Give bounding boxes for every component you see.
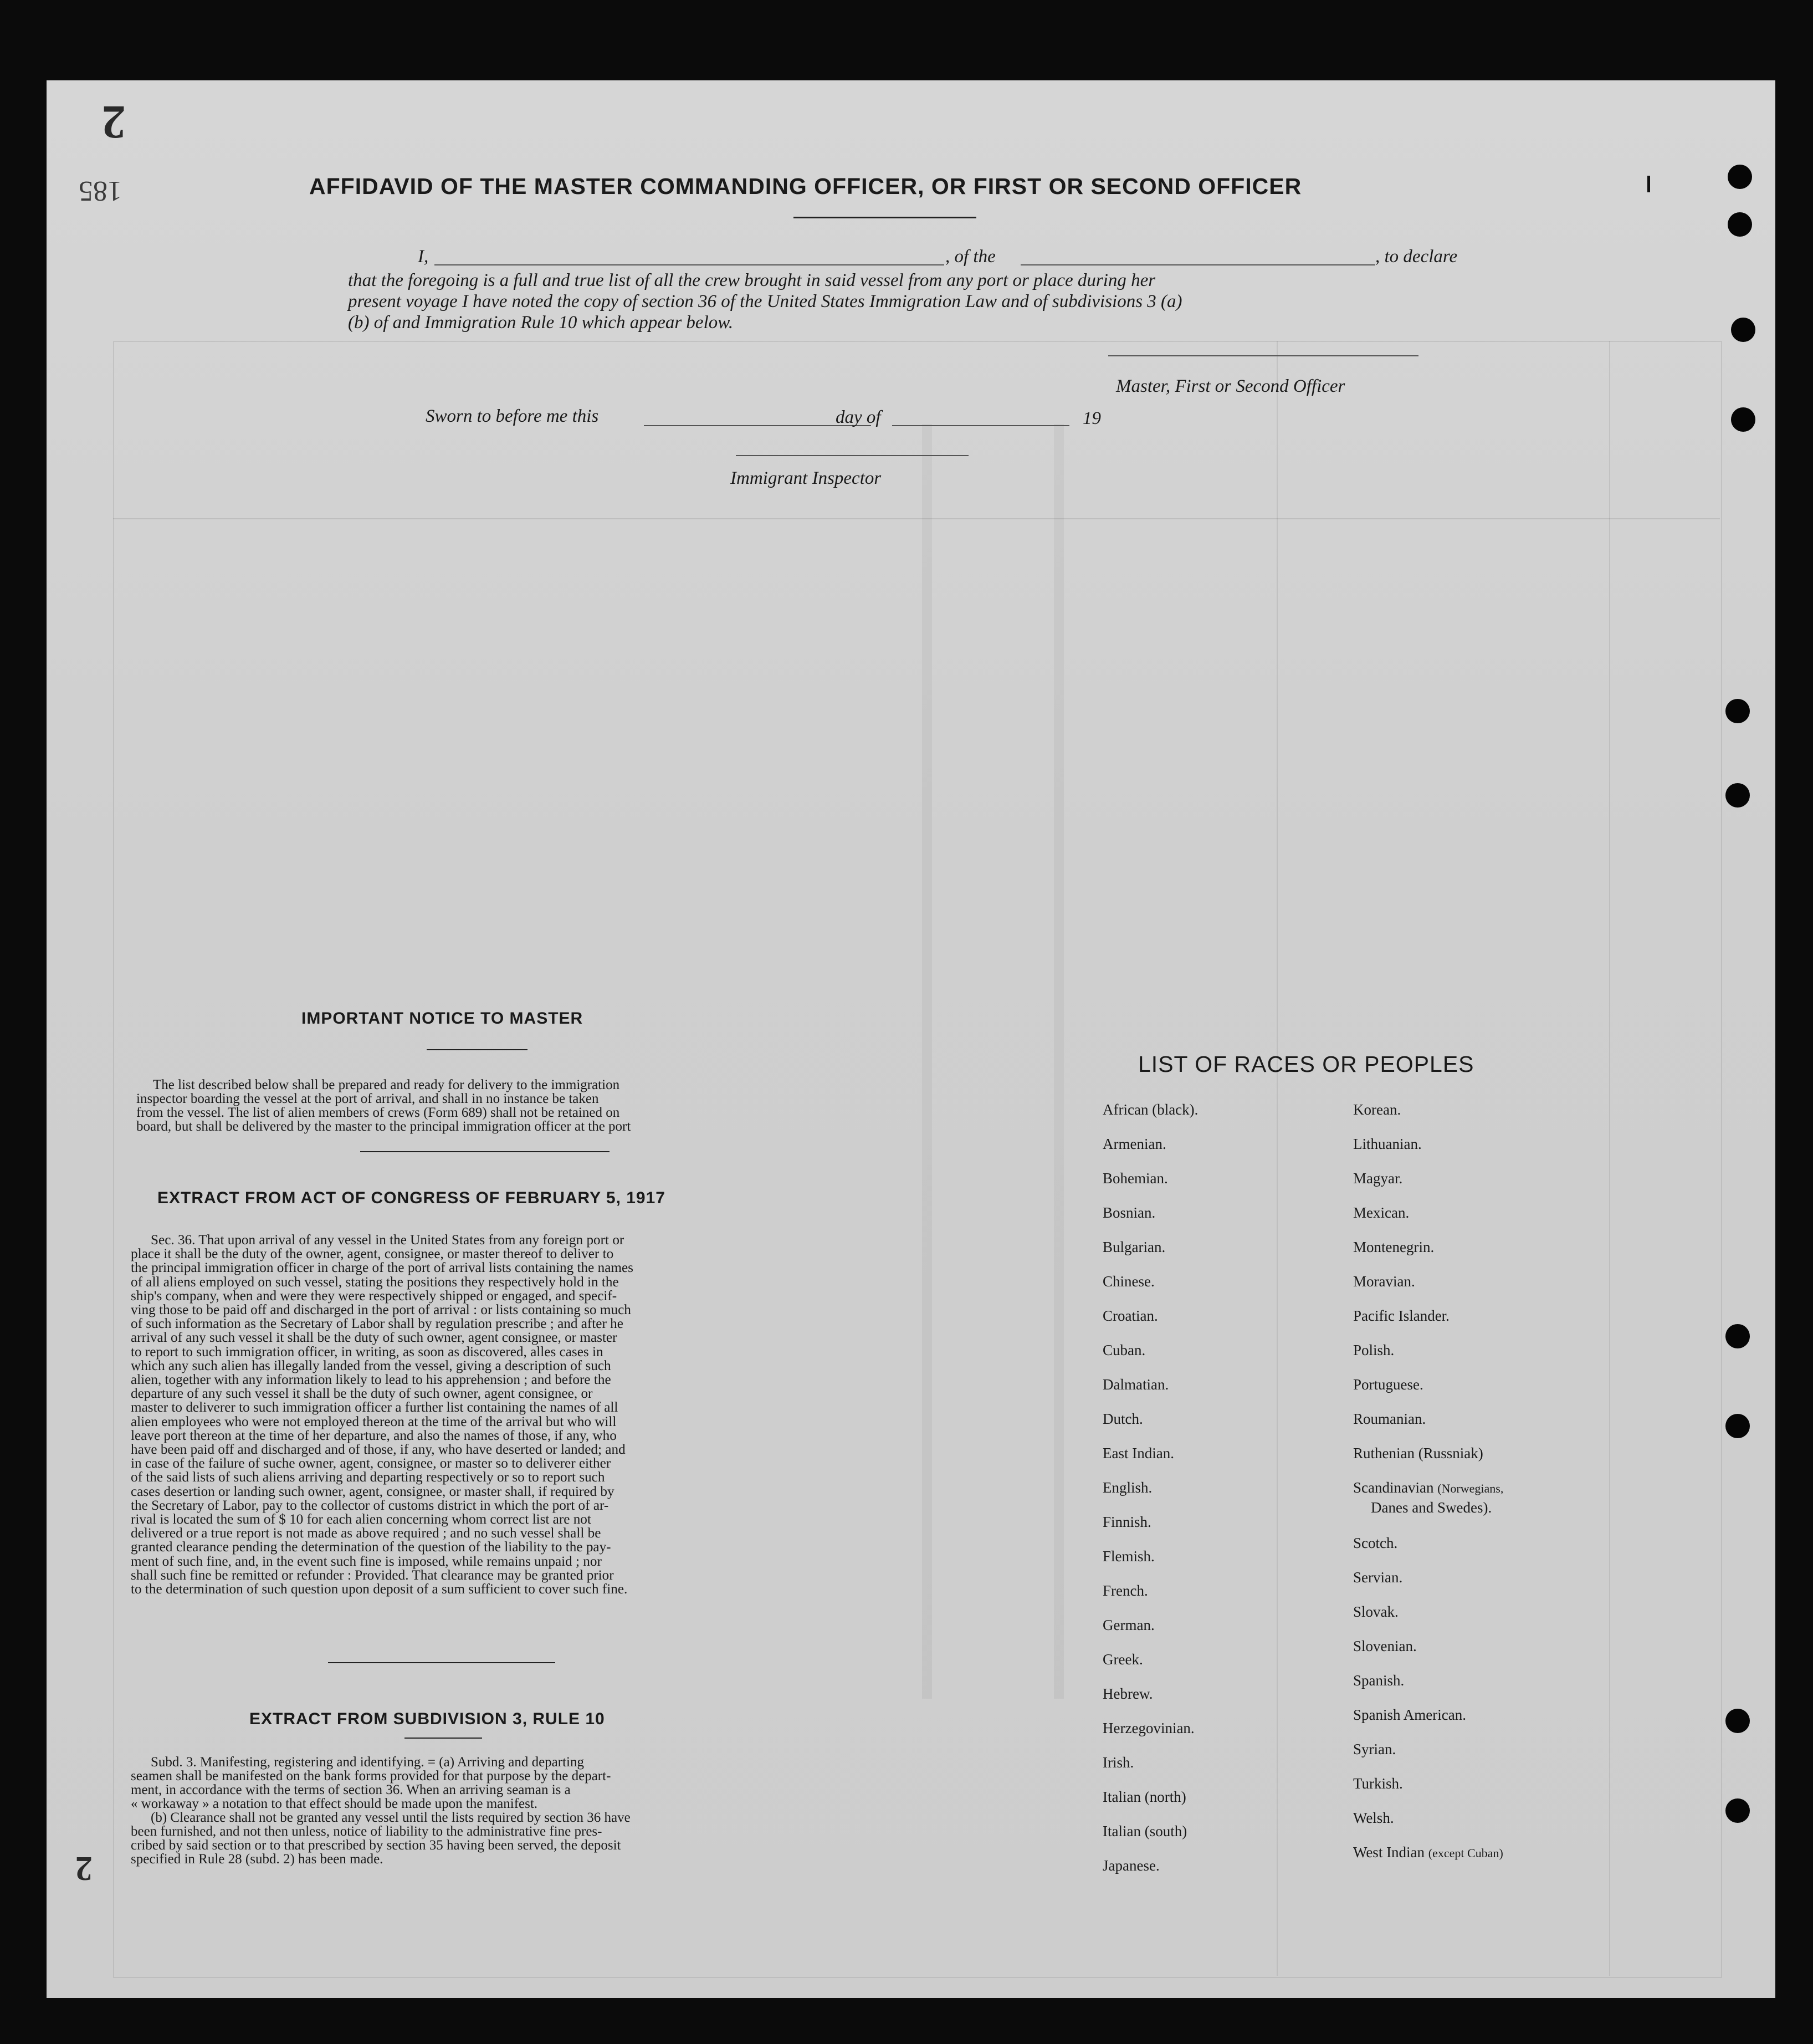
race-item bbox=[1353, 1479, 1503, 1496]
notice-line: from the vessel. The list of alien members of crews (Form 689) shall not be retained on bbox=[136, 1105, 620, 1120]
page-number-stamp: 185 bbox=[79, 175, 122, 207]
act-rule bbox=[328, 1662, 555, 1663]
race-item: African (black). bbox=[1103, 1101, 1199, 1118]
race-item: Italian (south) bbox=[1103, 1823, 1187, 1839]
rule-body bbox=[131, 1755, 847, 1866]
act-line: ment of such fine, and, in the event such fine is imposed, while remains unpaid ; nor bbox=[131, 1554, 602, 1569]
rule-line: « workaway » a notation to that effect should be made upon the manifest. bbox=[131, 1796, 538, 1811]
sworn-month-line bbox=[892, 425, 1069, 426]
race-item: Japanese. bbox=[1103, 1857, 1160, 1874]
notice-body bbox=[136, 1078, 847, 1133]
act-line: arrival of any such vessel it shall be the duty of such owner, agent consignee, or master bbox=[131, 1330, 617, 1346]
year-label: 19 bbox=[1083, 408, 1101, 428]
act-line: master to deliverer to such immigration officer a further list containing the names of all bbox=[131, 1400, 618, 1416]
act-heading: EXTRACT FROM ACT OF CONGRESS OF FEBRUARY 5, 1917 bbox=[157, 1189, 665, 1207]
race-item: Slovak. bbox=[1353, 1603, 1399, 1620]
act-line: cases desertion or landing such owner, agent, consignee, or master shall, if required by bbox=[131, 1484, 614, 1499]
act-line: alien, together with any information likely to lead to his apprehension ; and before the bbox=[131, 1372, 611, 1388]
affidavit-line-4: (b) of and Immigration Rule 10 which appear below. bbox=[348, 313, 734, 333]
day-of-label: day of bbox=[836, 407, 881, 427]
race-item: Dalmatian. bbox=[1103, 1376, 1169, 1393]
rule-line: seamen shall be manifested on the bank forms provided for that purpose by the depart- bbox=[131, 1769, 611, 1784]
race-item: Magyar. bbox=[1353, 1170, 1403, 1187]
blank-vessel-line bbox=[1021, 264, 1375, 265]
act-line: shall such fine be remitted or refunder : Provided. That clearance may be granted prior bbox=[131, 1567, 614, 1583]
rule-line: cribed by said section or to that prescribed by section 35 having been served, the deposit bbox=[131, 1838, 621, 1853]
punch-hole bbox=[1725, 1798, 1750, 1823]
title-underline bbox=[793, 217, 976, 218]
race-item: Flemish. bbox=[1103, 1548, 1155, 1565]
race-item: Montenegrin. bbox=[1353, 1239, 1435, 1255]
punch-hole bbox=[1725, 1414, 1750, 1438]
act-line: place it shall be the duty of the owner, agent, consignee, or master thereof to deliver to bbox=[131, 1246, 614, 1262]
act-line: which any such alien has illegally landed from the vessel, giving a description of such bbox=[131, 1358, 611, 1373]
race-item: East Indian. bbox=[1103, 1445, 1174, 1462]
race-item: Dutch. bbox=[1103, 1411, 1143, 1427]
race-item-continuation: Danes and Swedes). bbox=[1371, 1499, 1492, 1516]
race-item: Scotch. bbox=[1353, 1535, 1398, 1551]
act-line: ship's company, when and were they were respectively shipped or engaged, and specif- bbox=[131, 1288, 617, 1304]
notice-line: board, but shall be delivered by the master to the principal immigration officer at the port bbox=[136, 1119, 631, 1134]
affidavit-line-2: that the foregoing is a full and true list of all the crew brought in said vessel from any port or place during her bbox=[348, 270, 1156, 290]
act-line: rival is located the sum of $ 10 for each alien concerning whom correct list are not bbox=[131, 1512, 591, 1527]
punch-hole bbox=[1725, 783, 1750, 808]
race-item-note: (Norwegians, bbox=[1437, 1481, 1504, 1495]
inspector-signature-line bbox=[736, 455, 969, 456]
rule-line: ment, in accordance with the terms of section 36. When an arriving seaman is a bbox=[131, 1782, 571, 1797]
race-item: Finnish. bbox=[1103, 1514, 1151, 1530]
act-line: delivered or a true report is not made as above required ; and no such vessel shall be bbox=[131, 1526, 601, 1541]
race-item: Ruthenian (Russniak) bbox=[1353, 1445, 1483, 1462]
race-item-note: (except Cuban) bbox=[1428, 1846, 1503, 1860]
sworn-label: Sworn to before me this bbox=[426, 406, 599, 426]
race-item: English. bbox=[1103, 1479, 1153, 1496]
rule-line: been furnished, and not then unless, notice of liability to the administrative fine pres- bbox=[131, 1824, 602, 1839]
document-page bbox=[47, 80, 1775, 1998]
side-mark-bottom: 2 bbox=[75, 1849, 93, 1887]
act-line: have been paid off and discharged and of those, if any, who have deserted or landed; and bbox=[131, 1442, 626, 1458]
rule-heading: EXTRACT FROM SUBDIVISION 3, RULE 10 bbox=[249, 1710, 605, 1728]
act-line: ving those to be paid off and discharged in the port of arrival : or lists containing so much bbox=[131, 1302, 631, 1318]
race-item-main: West Indian bbox=[1353, 1844, 1425, 1861]
race-item: Pacific Islander. bbox=[1353, 1307, 1450, 1324]
blank-name-line bbox=[434, 264, 944, 265]
rule-line: Subd. 3. Manifesting, registering and identifying. = (a) Arriving and departing bbox=[151, 1755, 584, 1770]
race-item: Slovenian. bbox=[1353, 1638, 1417, 1654]
edge-tick bbox=[1647, 176, 1650, 192]
notice-line: The list described below shall be prepared and ready for delivery to the immigration bbox=[153, 1077, 620, 1092]
act-line: to the determination of such question upon deposit of a sum sufficient to cover such fine. bbox=[131, 1582, 628, 1597]
race-item: Croatian. bbox=[1103, 1307, 1158, 1324]
notice-heading-rule bbox=[427, 1049, 527, 1050]
race-item bbox=[1353, 1844, 1503, 1861]
race-item: German. bbox=[1103, 1617, 1155, 1633]
race-item: Moravian. bbox=[1353, 1273, 1415, 1290]
race-item: Bosnian. bbox=[1103, 1204, 1156, 1221]
race-item: Turkish. bbox=[1353, 1775, 1403, 1792]
race-item: Bohemian. bbox=[1103, 1170, 1168, 1187]
act-line: in case of the failure of suche owner, agent, consignee, or master so to deliverer either bbox=[131, 1456, 611, 1471]
race-item: Welsh. bbox=[1353, 1810, 1394, 1826]
inspector-label: Immigrant Inspector bbox=[730, 468, 882, 488]
act-line: of all aliens employed on such vessel, stating the positions they respectively hold in the bbox=[131, 1274, 619, 1290]
race-item: Hebrew. bbox=[1103, 1685, 1153, 1702]
punch-hole bbox=[1731, 318, 1755, 342]
act-line: alien employees who were not employed thereon at the time of the arrival but who will bbox=[131, 1414, 617, 1429]
race-item-main: Scandinavian bbox=[1353, 1479, 1434, 1496]
act-line: the Secretary of Labor, pay to the collector of customs district in which the port of ar- bbox=[131, 1498, 609, 1513]
race-item: Herzegovinian. bbox=[1103, 1720, 1195, 1736]
race-item: Cuban. bbox=[1103, 1342, 1146, 1358]
bleed-through-stamp bbox=[922, 424, 1064, 1699]
act-line: of such information as the Secretary of Labor shall by regulation prescribe ; and after he bbox=[131, 1316, 623, 1332]
race-item: Portuguese. bbox=[1353, 1376, 1423, 1393]
bleed-through-rule bbox=[113, 518, 1720, 519]
rule-line: specified in Rule 28 (subd. 2) has been made. bbox=[131, 1852, 383, 1867]
master-signature-line bbox=[1108, 355, 1418, 356]
bleed-through-rule bbox=[1277, 341, 1278, 1976]
affidavit-line-3: present voyage I have noted the copy of section 36 of the United States Immigration Law and of subdivisions 3 (a) bbox=[348, 292, 1182, 311]
act-line: granted clearance pending the determination of the question of the liability to the pay- bbox=[131, 1540, 611, 1555]
race-item: Lithuanian. bbox=[1353, 1136, 1422, 1152]
bleed-through-table bbox=[113, 341, 1722, 1978]
race-item: Spanish American. bbox=[1353, 1706, 1466, 1723]
race-item: Polish. bbox=[1353, 1342, 1395, 1358]
affidavit-i-label: I, bbox=[418, 247, 429, 267]
race-item: Spanish. bbox=[1353, 1672, 1405, 1689]
races-heading: LIST OF RACES OR PEOPLES bbox=[1138, 1051, 1474, 1077]
race-item: Roumanian. bbox=[1353, 1411, 1426, 1427]
rule-heading-rule bbox=[404, 1738, 482, 1739]
race-item: Servian. bbox=[1353, 1569, 1403, 1586]
punch-hole bbox=[1728, 212, 1752, 237]
race-item: Chinese. bbox=[1103, 1273, 1155, 1290]
act-line: the principal immigration officer in charge of the port of arrival lists containing the names bbox=[131, 1260, 633, 1276]
notice-heading: IMPORTANT NOTICE TO MASTER bbox=[301, 1009, 583, 1028]
master-label: Master, First or Second Officer bbox=[1116, 376, 1345, 396]
race-item: Mexican. bbox=[1353, 1204, 1410, 1221]
race-item: Bulgarian. bbox=[1103, 1239, 1166, 1255]
race-item: Syrian. bbox=[1353, 1741, 1396, 1757]
act-line: departure of any such vessel it shall be the duty of such owner, agent consignee, or bbox=[131, 1386, 593, 1402]
act-line: of the said lists of such aliens arriving and departing respectively or so to report such bbox=[131, 1470, 605, 1485]
race-item: Greek. bbox=[1103, 1651, 1143, 1668]
punch-hole bbox=[1731, 407, 1755, 432]
race-item: Korean. bbox=[1353, 1101, 1401, 1118]
act-line: to report to such immigration officer, in writing, as soon as discovered, alles cases in bbox=[131, 1344, 603, 1360]
rule-line: (b) Clearance shall not be granted any vessel until the lists required by section 36 have bbox=[151, 1810, 631, 1825]
act-line: Sec. 36. That upon arrival of any vessel in the United States from any foreign port or bbox=[151, 1233, 624, 1248]
race-item: French. bbox=[1103, 1582, 1148, 1599]
punch-hole bbox=[1725, 699, 1750, 723]
race-item: Armenian. bbox=[1103, 1136, 1166, 1152]
notice-line: inspector boarding the vessel at the port of arrival, and shall in no instance be taken bbox=[136, 1091, 599, 1106]
race-item: Italian (north) bbox=[1103, 1789, 1186, 1805]
affidavit-to-declare: , to declare bbox=[1375, 247, 1458, 267]
punch-hole bbox=[1728, 165, 1752, 189]
punch-hole bbox=[1725, 1324, 1750, 1348]
affidavit-of-the-label: , of the bbox=[945, 247, 996, 267]
race-item: Irish. bbox=[1103, 1754, 1134, 1771]
side-mark-top: 2 bbox=[102, 96, 126, 149]
act-line: leave port thereon at the time of her departure, and also the names of those, if any, who bbox=[131, 1428, 617, 1443]
act-body bbox=[131, 1233, 847, 1596]
bleed-through-rule bbox=[1609, 341, 1610, 1976]
notice-rule bbox=[360, 1151, 610, 1152]
punch-hole bbox=[1725, 1709, 1750, 1733]
affidavit-title: AFFIDAVID OF THE MASTER COMMANDING OFFICER, OR FIRST OR SECOND OFFICER bbox=[309, 173, 1302, 199]
